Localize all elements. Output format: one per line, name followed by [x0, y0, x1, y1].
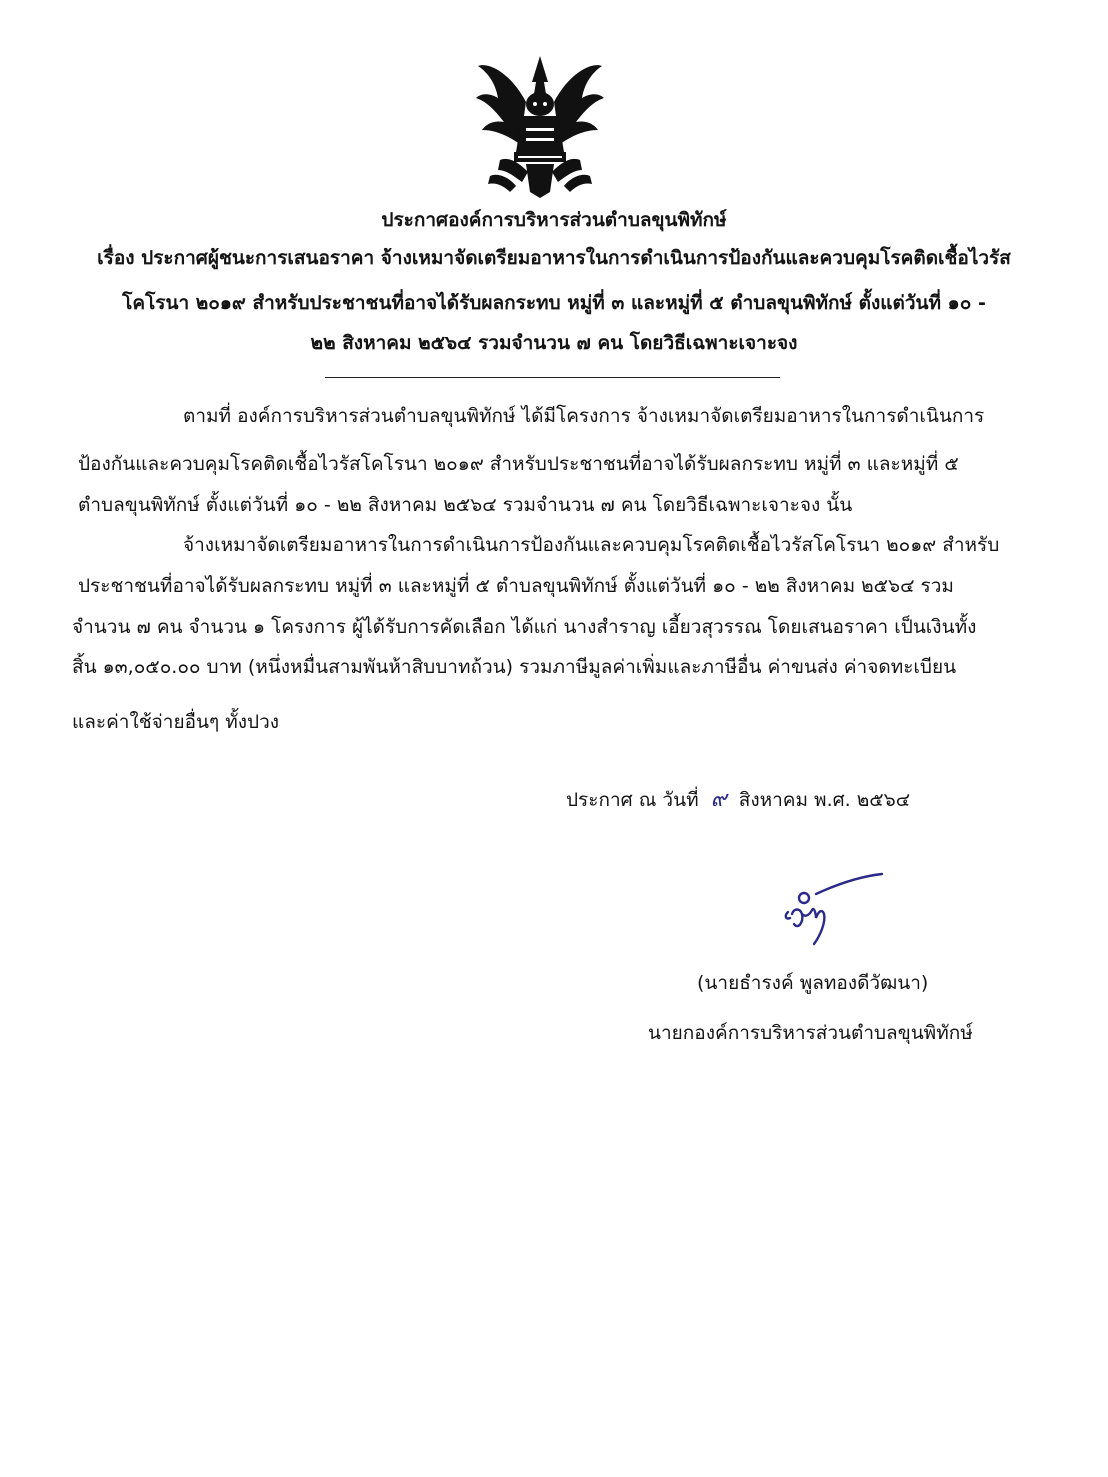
paragraph2-line-2: ประชาชนที่อาจได้รับผลกระทบ หมู่ที่ ๓ และหมู่ที่ ๕ ตำบลขุนพิทักษ์ ตั้งแต่วันที่ ๑๐ - ๒๒ สิงหาคม ๒๕๖๔ รวม: [78, 575, 954, 597]
paragraph1-line-1: ตามที่ องค์การบริหารส่วนตำบลขุนพิทักษ์ ได้มีโครงการ จ้างเหมาจัดเตรียมอาหารในการดำเนินการ: [183, 405, 985, 427]
paragraph2-line-1: จ้างเหมาจัดเตรียมอาหารในการดำเนินการป้องกันและควบคุมโรคติดเชื้อไวรัสโคโรนา ๒๐๑๙ สำหรับ: [183, 534, 1000, 556]
subject-line-1: เรื่อง ประกาศผู้ชนะการเสนอราคา จ้างเหมาจัดเตรียมอาหารในการดำเนินการป้องกันและควบคุมโรคติดเชื้อไวรัส: [97, 247, 1011, 269]
signature-icon: [772, 866, 892, 956]
paragraph1-line-3: ตำบลขุนพิทักษ์ ตั้งแต่วันที่ ๑๐ - ๒๒ สิงหาคม ๒๕๖๔ รวมจำนวน ๗ คน โดยวิธีเฉพาะเจาะจง นั้น: [78, 494, 853, 516]
divider-rule: [325, 377, 780, 378]
subject-line-3: ๒๒ สิงหาคม ๒๕๖๔ รวมจำนวน ๗ คน โดยวิธีเฉพาะเจาะจง: [310, 332, 798, 354]
signer-title: นายกองค์การบริหารส่วนตำบลขุนพิทักษ์: [648, 1022, 973, 1044]
announcement-org: ประกาศองค์การบริหารส่วนตำบลขุนพิทักษ์: [381, 209, 727, 231]
paragraph2-line-5: และค่าใช้จ่ายอื่นๆ ทั้งปวง: [72, 711, 280, 733]
date-rest: สิงหาคม พ.ศ. ๒๕๖๔: [738, 789, 911, 811]
paragraph1-line-2: ป้องกันและควบคุมโรคติดเชื้อไวรัสโคโรนา ๒๐๑๙ สำหรับประชาชนที่อาจได้รับผลกระทบ หมู่ที่ ๓ และหมู่ที่ ๕: [78, 453, 959, 475]
date-prefix: ประกาศ ณ วันที่: [566, 789, 699, 811]
subject-line-2: โคโรนา ๒๐๑๙ สำหรับประชาชนที่อาจได้รับผลกระทบ หมู่ที่ ๓ และหมู่ที่ ๕ ตำบลขุนพิทักษ์ ตั้งแต่วันที่ ๑๐ -: [122, 292, 986, 314]
garuda-emblem-icon: [470, 52, 610, 202]
announcement-date: [566, 781, 910, 816]
signer-name: (นายธำรงค์ พูลทองดีวัฒนา): [697, 972, 929, 994]
paragraph2-line-4: สิ้น ๑๓,๐๕๐.๐๐ บาท (หนึ่งหมื่นสามพันห้าสิบบาทถ้วน) รวมภาษีมูลค่าเพิ่มและภาษีอื่น ค่าขนส่ง ค่าจดทะเบียน: [72, 656, 957, 678]
paragraph2-line-3: จำนวน ๗ คน จำนวน ๑ โครงการ ผู้ได้รับการคัดเลือก ได้แก่ นางสำราญ เอี้ยวสุวรรณ โดยเสนอราคา เป็นเงินทั้ง: [72, 616, 977, 638]
date-day-handwritten: ๙: [710, 787, 727, 812]
